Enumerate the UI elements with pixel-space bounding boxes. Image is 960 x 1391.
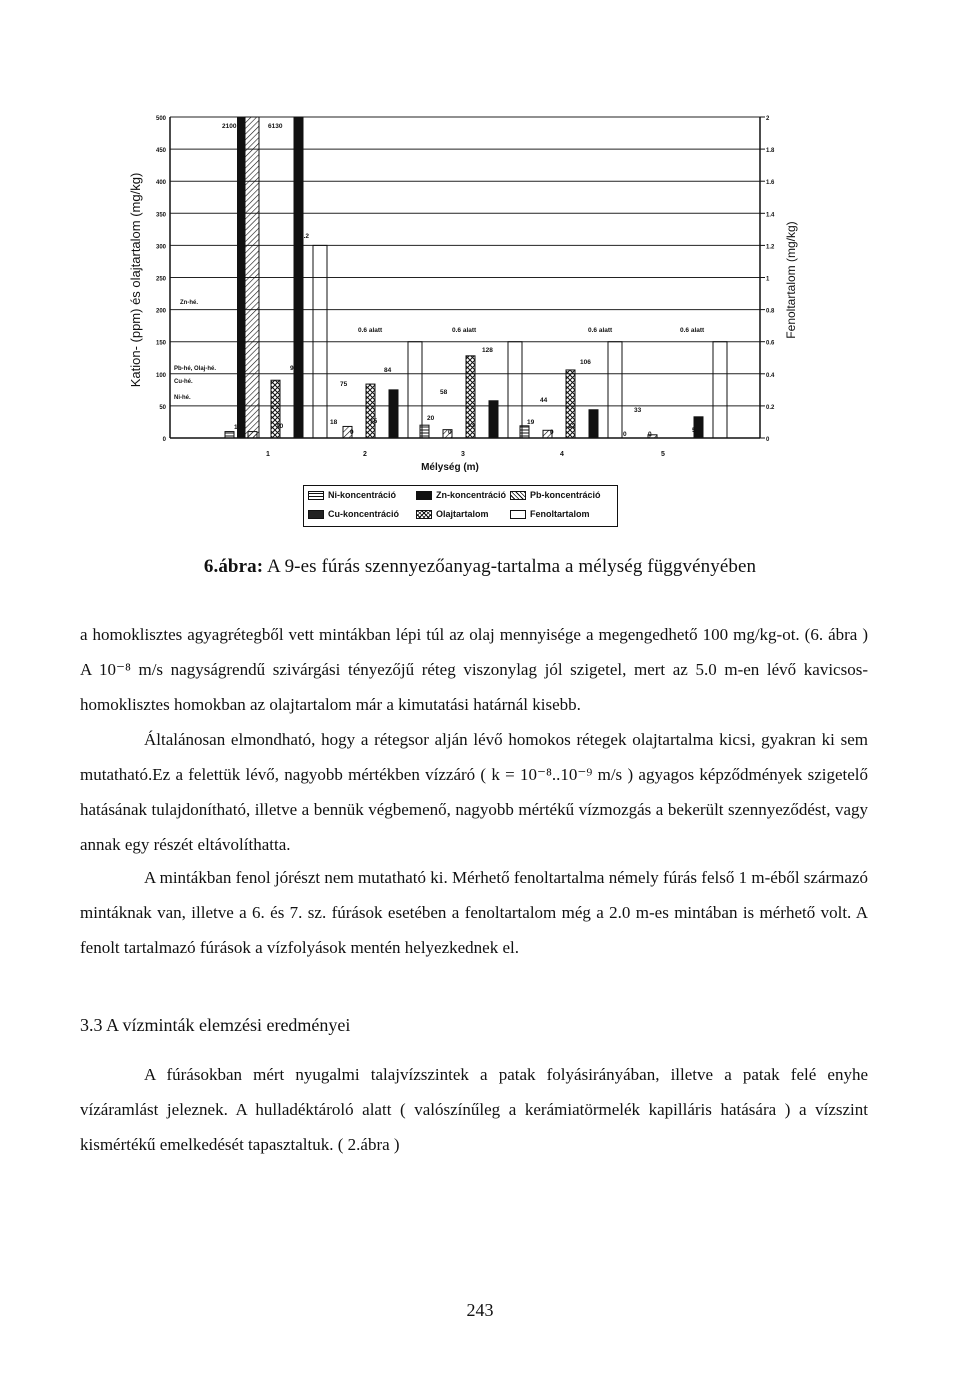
y-tick-right-label: 1.8 (766, 148, 775, 155)
data-label: 58 (440, 389, 448, 396)
page-number: 243 (466, 1300, 494, 1320)
data-label: 0 (448, 429, 452, 436)
y-tick-right-label: 0.4 (766, 372, 775, 379)
zn-bar (589, 410, 598, 438)
paragraph-3: A mintákban fenol jórészt nem mutatható ki. Mérhető fenoltartalma némely fúrás felső 1 m-éből származó mintáknak van, illetve a 6. és 7. sz. fúrások esetében a fenoltartalom még a 2.0 m-es mintában is mérhető volt. A fenolt tartalmazó fúrások a vízfolyások mentén helyezkednek el. (80, 868, 868, 957)
data-label: 15 (370, 418, 378, 425)
data-label: 1.2 (300, 233, 310, 240)
data-label: 0 (350, 429, 354, 436)
cu-swatch (308, 510, 324, 519)
data-label: 10 (234, 424, 242, 431)
fenol-bar (408, 342, 422, 438)
y-tick-right-label: 0.6 (766, 340, 775, 347)
data-label: 19 (527, 419, 535, 426)
data-label: 33 (634, 407, 642, 414)
data-label: 90 (290, 365, 298, 372)
data-label: 75 (340, 381, 348, 388)
caption-text: A 9-es fúrás szennyezőanyag-tartalma a mélység függvényében (263, 556, 757, 577)
inline-label: Ni-hé. (174, 395, 191, 401)
ni-bar (225, 432, 234, 438)
legend-item-zn (416, 490, 506, 500)
paragraph-2: Általánosan elmondható, hogy a rétegsor alján lévő homokos rétegek olajtartalma kicsi, gyakran ki sem mutatható.Ez a felettük lévő, nagyobb mértékben vízzáró ( k = 10⁻⁸..10⁻⁹ m/s ) agyagos képződmények szigetelő hatásának tulajdonítható, illetve a bennük végbemenő, nagyobb mértékű vízmozgás a bekerült szennyeződést, vagy annak egy részét eltávolíthatta. (80, 730, 868, 854)
data-label: 0.6 alatt (588, 327, 613, 334)
data-label: 12 (568, 423, 576, 430)
y-tick-right-label: 1.6 (766, 180, 775, 187)
data-label: 0.6 alatt (452, 327, 477, 334)
legend-item-pb (510, 490, 601, 500)
y-tick-left-label: 350 (155, 212, 166, 219)
y-tick-left-label: 200 (155, 308, 166, 315)
inline-label: Zn-hé. (180, 300, 198, 306)
inline-label: Cu-hé. (174, 379, 193, 385)
chart-legend (303, 485, 618, 527)
olaj-swatch (416, 510, 432, 519)
y-tick-left-label: 500 (155, 116, 166, 122)
x-tick-label: 3 (461, 451, 465, 458)
y-tick-right-label: 0.8 (766, 308, 775, 315)
caption-label: 6.ábra: (203, 556, 264, 577)
x-tick-label: 1 (266, 451, 270, 458)
y-tick-left-label: 150 (155, 340, 166, 347)
y-tick-right-label: 2 (766, 116, 770, 122)
data-label: 0 (648, 431, 652, 438)
data-label: 0 (550, 429, 554, 436)
zn-bar (389, 390, 398, 438)
y-tick-left-label: 100 (155, 372, 166, 379)
legend-label-fenol: Fenoltartalom (530, 509, 590, 519)
x-axis-title: Mélység (m) (421, 462, 479, 473)
legend-item-olaj (416, 509, 489, 519)
legend-label-cu: Cu-koncentráció (328, 509, 400, 519)
legend-item-fenol (510, 509, 590, 519)
y-tick-right-label: 0.2 (766, 404, 775, 411)
fenol-swatch (510, 510, 526, 519)
y-tick-right-label: 1.2 (766, 244, 775, 251)
x-tick-label: 2 (363, 451, 367, 458)
data-label: 44 (540, 397, 548, 404)
data-label: 0.6 alatt (358, 327, 383, 334)
x-tick-label: 5 (661, 451, 665, 458)
y-tick-left-label: 450 (155, 148, 166, 155)
zn-bar (489, 401, 498, 438)
data-label: 5 (692, 427, 696, 434)
data-label: 0 (623, 431, 627, 438)
figure-caption (0, 556, 960, 578)
section-paragraph: A fúrásokban mért nyugalmi talajvízszintek a patak folyásirányában, illetve a patak felé enyhe vízáramlást jeleznek. A hulladéktároló alatt ( valószínűleg a kerámiatörmelék kapilláris hatására ) a vízszint kismértékű emelkedését tapasztaltuk. ( 2.ábra ) (80, 1065, 868, 1154)
y-tick-left-label: 250 (155, 276, 166, 283)
pb-swatch (510, 491, 526, 500)
data-label: 84 (384, 367, 392, 374)
legend-label-pb: Pb-koncentráció (530, 490, 601, 500)
pb-bar-offscale (245, 117, 259, 438)
fenol-bar (713, 342, 727, 438)
ni-swatch (308, 491, 324, 500)
y-axis-right-title: Fenoltartalom (mg/kg) (784, 221, 798, 339)
legend-label-olaj: Olajtartalom (436, 509, 489, 519)
data-label: 106 (580, 359, 591, 366)
y-tick-left-label: 50 (159, 404, 166, 411)
data-label: 0.6 alatt (680, 327, 705, 334)
y-tick-left-label: 400 (155, 180, 166, 187)
data-label: 128 (482, 347, 493, 354)
data-label: 2100 (222, 123, 237, 130)
figure-6 (0, 0, 960, 560)
data-label: 18 (330, 419, 338, 426)
y-tick-right-label: 1.4 (766, 212, 775, 219)
zn-swatch (416, 491, 432, 500)
ni-bar (420, 425, 429, 438)
y-tick-left-label: 0 (162, 437, 166, 443)
legend-label-zn: Zn-koncentráció (436, 490, 507, 500)
data-label: 10 (276, 423, 284, 430)
zn-bar (294, 117, 303, 438)
fenol-bar (608, 342, 622, 438)
data-label: 20 (427, 415, 435, 422)
y-tick-left-label: 300 (155, 244, 166, 251)
zn-bar-offscale (237, 117, 245, 438)
y-tick-right-label: 0 (766, 437, 770, 443)
y-axis-left-title: Kation- (ppm) és olajtartalom (mg/kg) (128, 172, 143, 388)
bar-chart (0, 0, 960, 480)
legend-item-cu (308, 509, 399, 519)
legend-label-ni: Ni-koncentráció (328, 490, 397, 500)
paragraph-1: a homoklisztes agyagrétegből vett mintákban lépi túl az olaj mennyisége a megengedhető 100 mg/kg-ot. (6. ábra ) A 10⁻⁸ m/s nagyságrendű szivárgási tényezőjű réteg viszonylag jól szigetel, mert az 5.0 m-en lévő kavicsos-homoklisztes homokban az olajtartalom már a kimutatási határnál kisebb. (80, 625, 868, 714)
olaj-bar (366, 384, 375, 438)
legend-item-ni (308, 490, 396, 500)
data-label: 6130 (268, 123, 283, 130)
fenol-bar (508, 342, 522, 438)
inline-label: Pb-hé, Olaj-hé. (174, 366, 217, 372)
section-heading: 3.3 A vízminták elemzési eredményei (80, 1015, 351, 1035)
ni-bar (520, 426, 529, 438)
x-tick-label: 4 (560, 451, 564, 458)
y-tick-right-label: 1 (766, 276, 770, 283)
data-label: 13 (467, 422, 475, 429)
